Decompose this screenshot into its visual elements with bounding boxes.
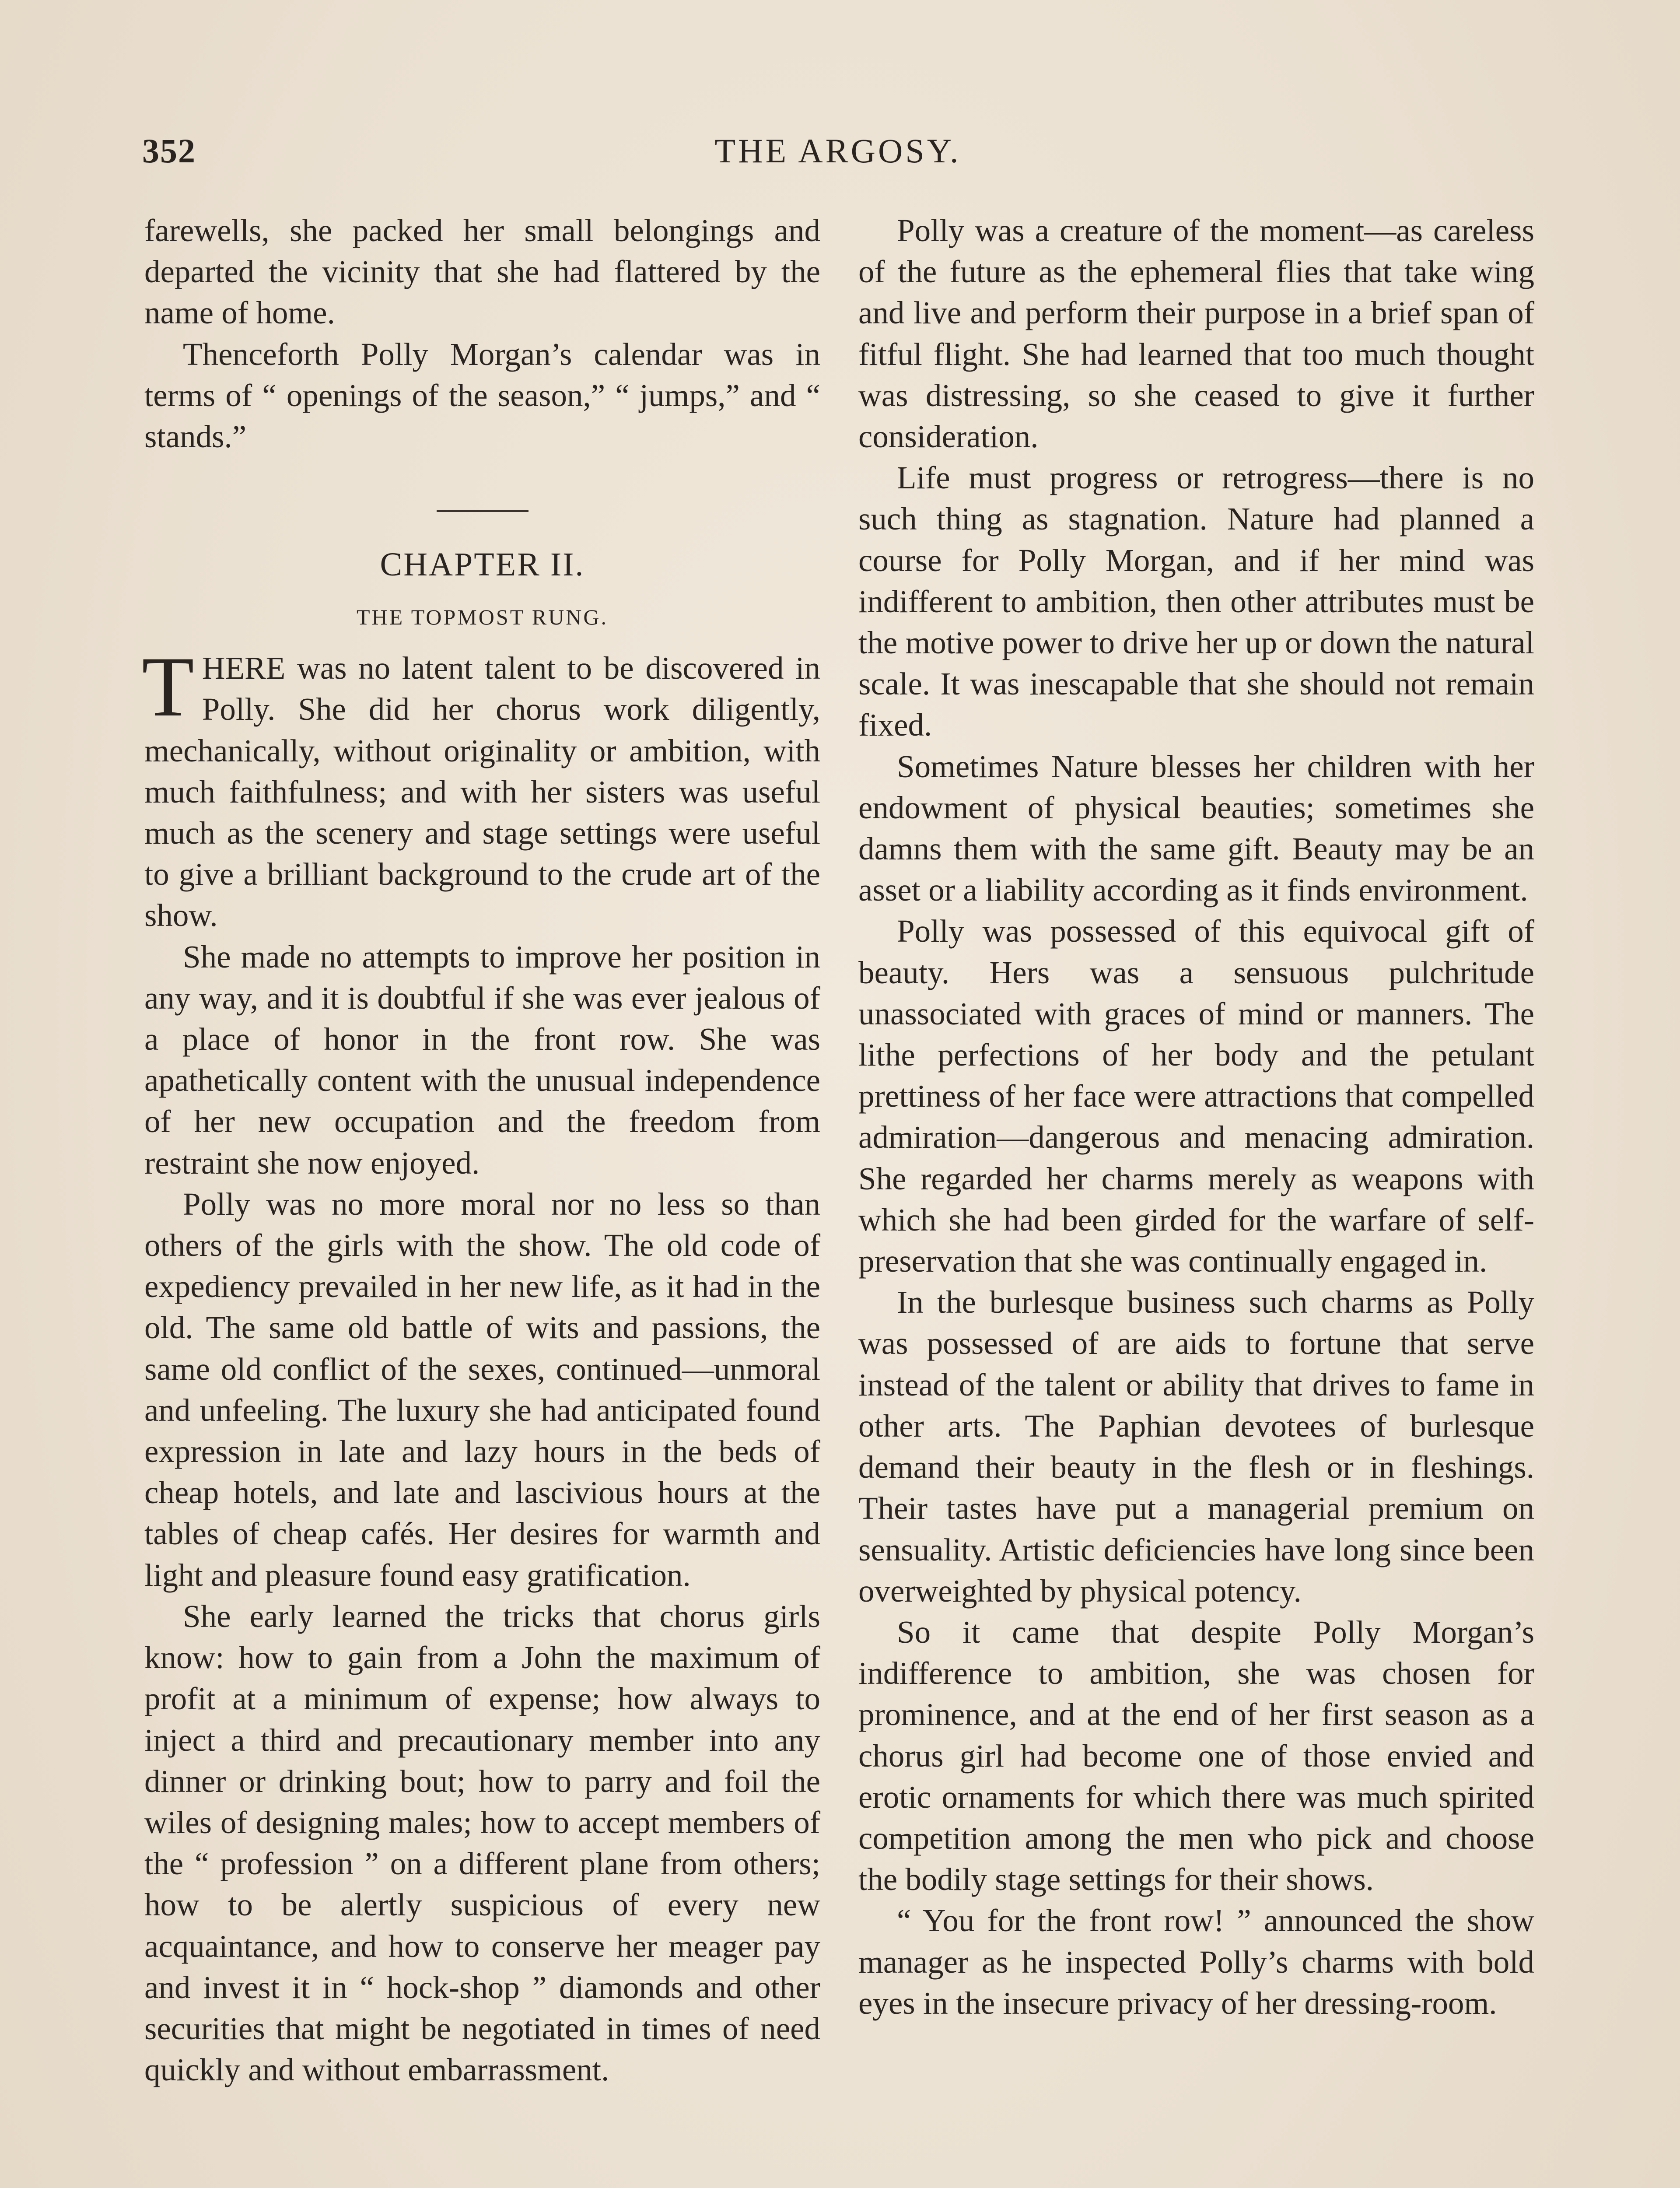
paragraph: farewells, she packed her small belongings and departed the vicinity that she had flattered by the name of home. <box>144 213 820 331</box>
paragraph: Polly was a creature of the moment—as careless of the future as the ephemeral flies that take wing and live and perform their purpose in a brief span of fitful flight. She had learned that too much thought was distressing, so she ceased to give it further consideration. <box>858 213 1534 455</box>
left-column <box>144 210 820 2090</box>
paragraph: Polly was no more moral nor no less so than others of the girls with the show. The old code of expediency prevailed in her new life, as it had in the old. The same old battle of wits and passions, the same old conflict of the sexes, continued—unmoral and unfeeling. The luxury she had anticipated found expression in late and lazy hours in the beds of cheap hotels, and late and lascivious hours at the tables of cheap cafés. Her desires for warmth and light and pleasure found easy gratification. <box>144 1186 820 1593</box>
paragraph: “ You for the front row! ” announced the show manager as he inspected Polly’s charms with bold eyes in the insecure privacy of her dressing-room. <box>858 1903 1534 2021</box>
drop-cap: T <box>142 639 194 735</box>
running-head <box>142 131 1533 184</box>
paragraph: So it came that despite Polly Morgan’s indifference to ambition, she was chosen for prominence, and at the end of her first season as a chorus girl had become one of those envied and erotic ornaments for which there was much spirited competition among the men who pick and choose the bodily stage settings for their shows. <box>858 1614 1534 1897</box>
paragraph: She made no attempts to improve her position in any way, and it is doubtful if she was ever jealous of a place of honor in the front row. She was apathetically content with the unusual independence of her new occupation and the freedom from restraint she now enjoyed. <box>144 939 820 1181</box>
chapter-subtitle: THE TOPMOST RUNG. <box>356 605 609 630</box>
section-divider <box>437 510 528 512</box>
right-column <box>858 210 1534 2024</box>
paragraph: She early learned the tricks that chorus girls know: how to gain from a John the maximum of profit at a minimum of expense; how always to inject a third and precautionary member into any dinner or drinking bout; how to parry and foil the wiles of designing males; how to accept members of the “ profession ” on a different plane from others; how to be alertly suspicious of every new acquaintance, and how to conserve her meager pay and invest it in “ hock-shop ” diamonds and other securities that might be negotiated in times of need quickly and without embarrassment. <box>144 1598 820 2088</box>
chapter-opening-paragraph <box>142 639 820 936</box>
paragraph: Polly was possessed of this equivocal gift of beauty. Hers was a sensuous pulchritude unassociated with graces of mind or manners. The lithe perfections of her body and the petulant prettiness of her face were attractions that compelled admiration—dangerous and menacing admiration. She regarded her charms merely as weapons with which she had been girded for the warfare of self-preservation that she was continually engaged in. <box>858 913 1534 1279</box>
chapter-title: CHAPTER II. <box>380 546 585 583</box>
opening-paragraph-text: HERE was no latent talent to be discovered in Polly. She did her chorus work diligently, mechanically, without originality or ambition, with much faithfulness; and with her sisters was useful much as the scenery and stage settings were useful to give a brilliant background to the crude art of the show. <box>144 650 820 933</box>
paragraph: Thenceforth Polly Morgan’s calendar was in terms of “ openings of the season,” “ jumps,” and “ stands.” <box>144 336 820 455</box>
page-number: 352 <box>142 132 196 170</box>
paragraph: Life must progress or retrogress—there is no such thing as stagnation. Nature had planned a course for Polly Morgan, and if her mind was indifferent to ambition, then other attributes must be the motive power to drive her up or down the natural scale. It was inescapable that she should not remain fixed. <box>858 460 1534 743</box>
paragraph: In the burlesque business such charms as Polly was possessed of are aids to fortune that serve instead of the talent or ability that drives to fame in other arts. The Paphian devotees of burlesque demand their beauty in the flesh or in fleshings. Their tastes have put a managerial premium on sensuality. Artistic deficiencies have long since been overweighted by physical potency. <box>858 1284 1534 1609</box>
magazine-title: THE ARGOSY. <box>714 132 961 170</box>
paragraph: Sometimes Nature blesses her children with her endowment of physical beauties; sometimes she damns them with the same gift. Beauty may be an asset or a liability according as it finds environment. <box>858 748 1534 908</box>
